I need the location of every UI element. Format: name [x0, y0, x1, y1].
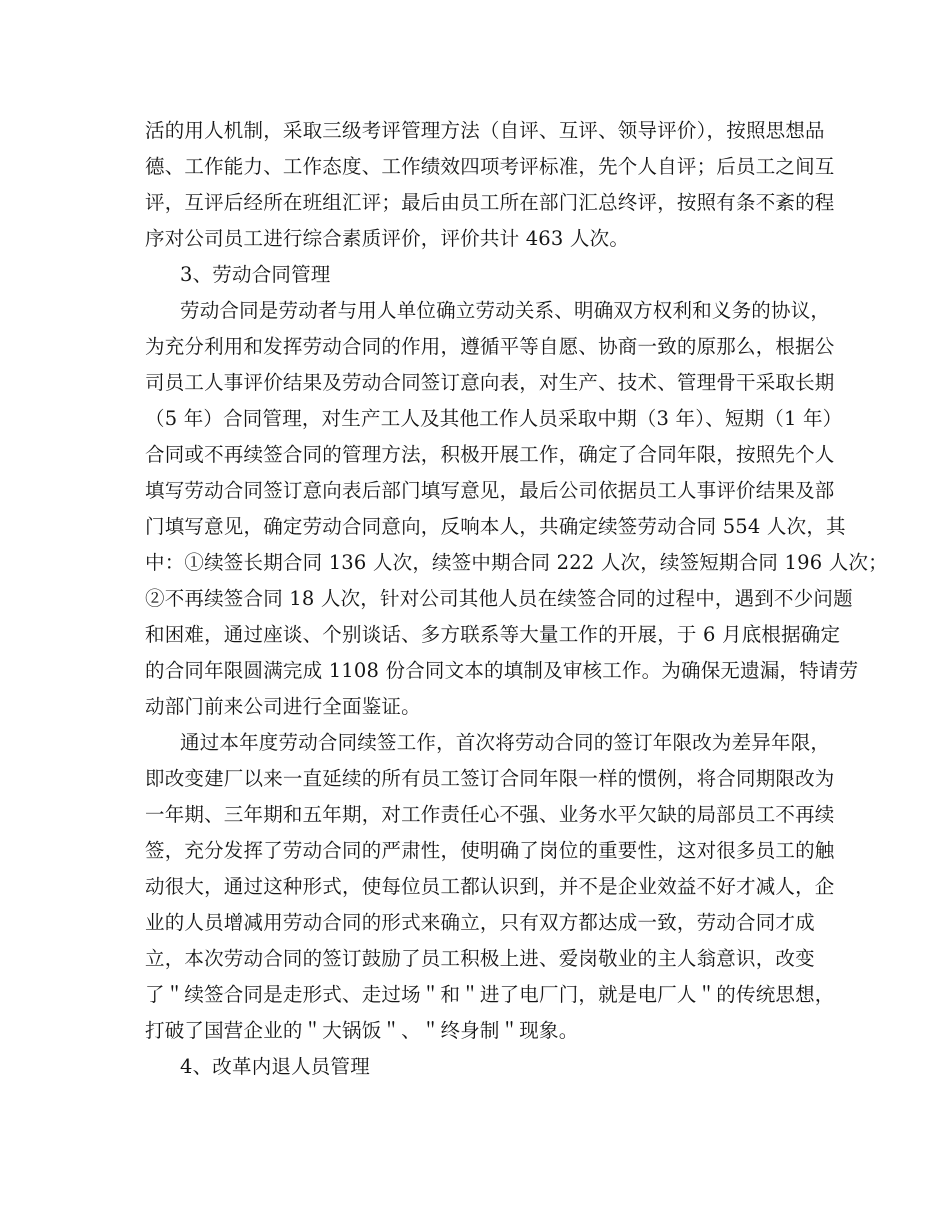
text-line: 打破了国营企业的＂大锅饭＂、＂终身制＂现象。 [145, 1019, 579, 1042]
text-line: 一年期、三年期和五年期，对工作责任心不强、业务水平欠缺的局部员工不再续 [145, 803, 835, 826]
text-line: 业的人员增减用劳动合同的形式来确立，只有双方都达成一致，劳动合同才成 [145, 911, 815, 934]
text-line: 即改变建厂以来一直延续的所有员工签订合同年限一样的惯例，将合同期限改为 [145, 767, 835, 790]
text-line: 德、工作能力、工作态度、工作绩效四项考评标准，先个人自评；后员工之间互 [145, 155, 835, 178]
text-line: 合同或不再续签合同的管理方法，积极开展工作，确定了合同年限，按照先个人 [145, 443, 835, 466]
section-heading: 4、改革内退人员管理 [180, 1055, 370, 1078]
text-line: （5 年）合同管理，对生产工人及其他工作人员采取中期（3 年）、短期（1 年） [145, 407, 843, 430]
text-line: 动很大，通过这种形式，使每位员工都认识到，并不是企业效益不好才减人，企 [145, 875, 835, 898]
text-line: 动部门前来公司进行全面鉴证。 [145, 695, 421, 718]
text-line: 评，互评后经所在班组汇评；最后由员工所在部门汇总终评，按照有条不紊的程 [145, 191, 835, 214]
text-line: 通过本年度劳动合同续签工作，首次将劳动合同的签订年限改为差异年限， [180, 731, 831, 754]
text-line: 司员工人事评价结果及劳动合同签订意向表，对生产、技术、管理骨干采取长期 [145, 371, 835, 394]
text-line: 的合同年限圆满完成 1108 份合同文本的填制及审核工作。为确保无遗漏，特请劳 [145, 659, 859, 682]
text-line: 序对公司员工进行综合素质评价，评价共计 463 人次。 [145, 227, 630, 250]
text-line: ②不再续签合同 18 人次，针对公司其他人员在续签合同的过程中，遇到不少问题 [145, 587, 853, 610]
text-line: 了＂续签合同是走形式、走过场＂和＂进了电厂门，就是电厂人＂的传统思想， [145, 983, 835, 1006]
text-line: 门填写意见，确定劳动合同意向，反响本人，共确定续签劳动合同 554 人次，其 [145, 515, 846, 538]
text-line: 签，充分发挥了劳动合同的严肃性，使明确了岗位的重要性，这对很多员工的触 [145, 839, 835, 862]
text-line: 立，本次劳动合同的签订鼓励了员工积极上进、爱岗敬业的主人翁意识，改变 [145, 947, 815, 970]
text-line: 劳动合同是劳动者与用人单位确立劳动关系、明确双方权利和义务的协议， [180, 299, 831, 322]
text-line: 和困难，通过座谈、个别谈话、多方联系等大量工作的开展，于 6 月底根据确定 [145, 623, 841, 646]
text-line: 为充分利用和发挥劳动合同的作用，遵循平等自愿、协商一致的原那么，根据公 [145, 335, 835, 358]
text-line: 中：①续签长期合同 136 人次，续签中期合同 222 人次，续签短期合同 196 人次； [145, 551, 888, 574]
text-line: 填写劳动合同签订意向表后部门填写意见，最后公司依据员工人事评价结果及部 [145, 479, 835, 502]
text-line: 活的用人机制，采取三级考评管理方法（自评、互评、领导评价），按照思想品 [145, 119, 825, 142]
section-heading: 3、劳动合同管理 [180, 263, 331, 286]
